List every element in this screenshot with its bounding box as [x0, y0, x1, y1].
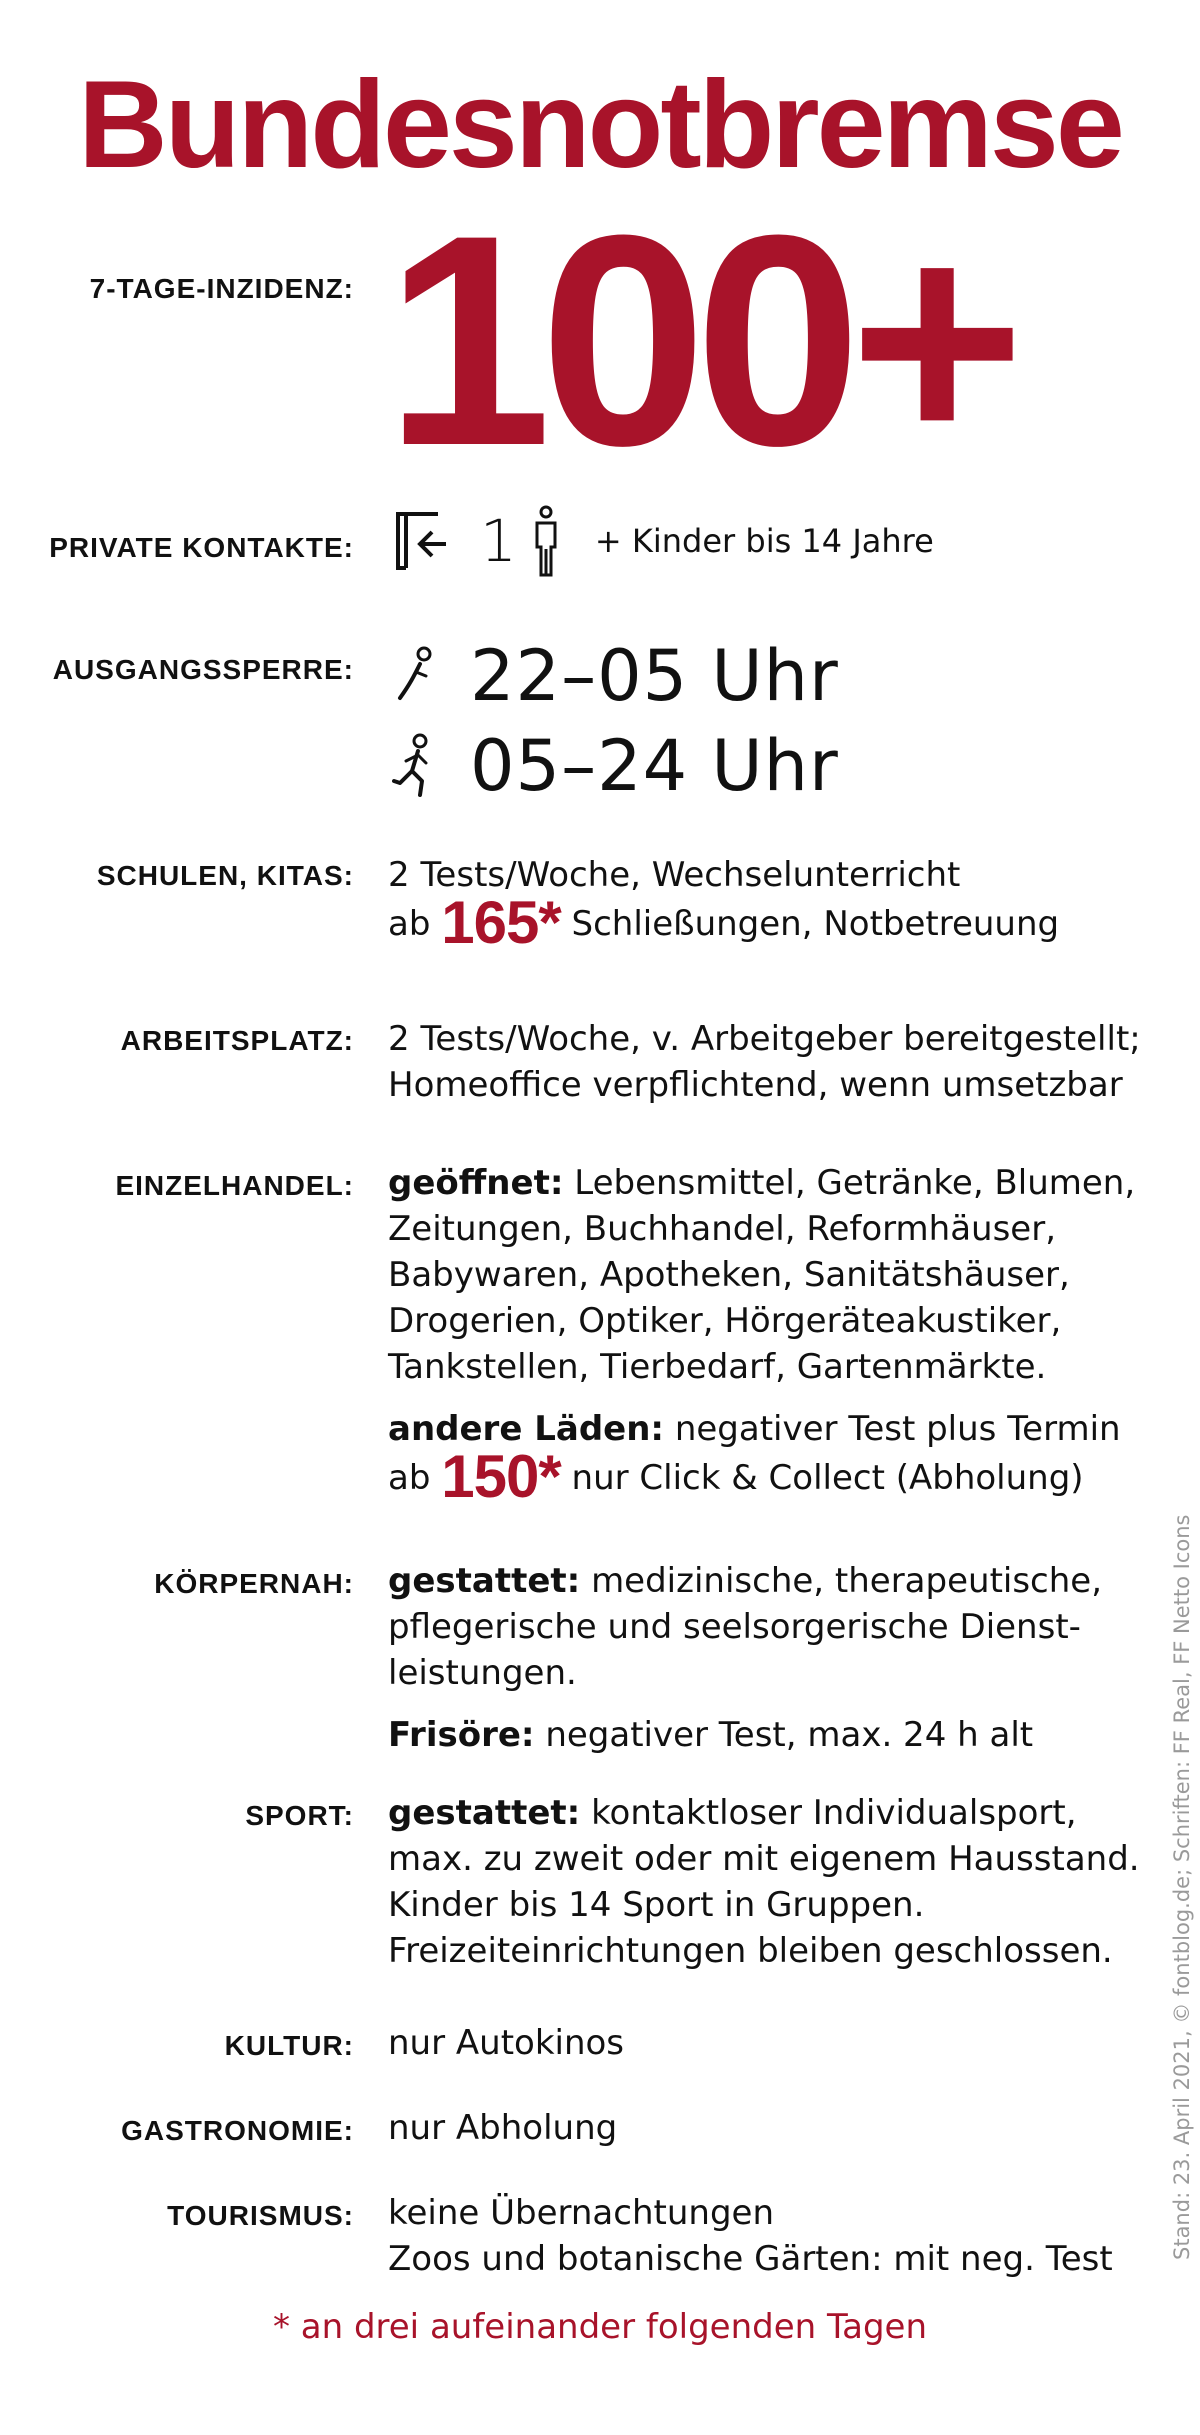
walking-person-icon [392, 646, 436, 706]
koerpernah-label: KÖRPERNAH: [154, 1568, 354, 1599]
tourismus-line-1: keine Übernachtungen [388, 2193, 774, 2233]
koerpernah-friseur-text: negativer Test, max. 24 h alt [545, 1715, 1034, 1755]
credit-line: Stand: 23. April 2021, © fontblog.de; Schriften: FF Real, FF Netto Icons [1170, 1514, 1194, 2260]
koerpernah-allowed-first: medizinische, therapeutische, [591, 1561, 1103, 1601]
arbeitsplatz-label: ARBEITSPLATZ: [120, 1025, 354, 1056]
arbeitsplatz-line-2: Homeoffice verpflichtend, wenn umsetzbar [388, 1065, 1123, 1105]
gastronomie-text: nur Abholung [388, 2108, 618, 2148]
schulen-line-1: 2 Tests/Woche, Wechselunterricht [388, 855, 961, 895]
einzelhandel-open-line-3: Babywaren, Apotheken, Sanitätshäuser, [388, 1255, 1070, 1295]
koerpernah-line-2: pflegerische und seelsorgerische Dienst- [388, 1607, 1081, 1647]
sport-line-2: max. zu zweit oder mit eigenem Hausstand. [388, 1839, 1140, 1879]
kultur-label: KULTUR: [224, 2030, 354, 2061]
einzelhandel-other-label: andere Läden: [388, 1409, 665, 1449]
sport-label: SPORT: [245, 1800, 354, 1831]
sport-allowed-first: kontaktloser Individualsport, [591, 1793, 1077, 1833]
kontakte-count: 1 [480, 507, 517, 575]
koerpernah-friseur-label: Frisöre: [388, 1715, 535, 1755]
curfew-row-day [392, 726, 839, 806]
gastronomie-content [388, 2105, 617, 2151]
einzelhandel-label: EINZELHANDEL: [115, 1170, 354, 1201]
kontakte-row [392, 505, 934, 577]
kontakte-label: PRIVATE KONTAKTE: [49, 532, 354, 563]
einzelhandel-threshold: 150* [441, 1443, 561, 1510]
koerpernah-allowed-label: gestattet: [388, 1561, 581, 1601]
tourismus-line-2: Zoos und botanische Gärten: mit neg. Test [388, 2239, 1113, 2279]
curfew-row-night [392, 636, 839, 716]
gastronomie-label: GASTRONOMIE: [121, 2115, 354, 2146]
running-person-icon [392, 733, 436, 799]
einzelhandel-threshold-line [388, 1443, 1135, 1510]
einzelhandel-open-line-4: Drogerien, Optiker, Hörgeräteakustiker, [388, 1301, 1062, 1341]
einzelhandel-open-line-5: Tankstellen, Tierbedarf, Gartenmärkte. [388, 1347, 1047, 1387]
kultur-text: nur Autokinos [388, 2023, 625, 2063]
footnote: * an drei aufeinander folgenden Tagen [272, 2307, 928, 2347]
schulen-threshold: 165* [441, 889, 561, 956]
inzidenz-label: 7-TAGE-INZIDENZ: [89, 273, 354, 304]
tourismus-label: TOURISMUS: [167, 2200, 354, 2231]
einzelhandel-prefix: ab [388, 1458, 431, 1498]
schulen-line-2 [388, 889, 1060, 956]
household-icon [392, 506, 448, 576]
schulen-content [388, 852, 1060, 956]
kultur-content [388, 2020, 624, 2066]
sport-line-4: Freizeiteinrichtungen bleiben geschlossen. [388, 1931, 1113, 1971]
koerpernah-friseur-line [388, 1712, 1102, 1758]
einzelhandel-open-line-1 [388, 1160, 1135, 1206]
ausgangssperre-label: AUSGANGSSPERRE: [52, 654, 354, 685]
einzelhandel-content [388, 1160, 1136, 1510]
sport-line-3: Kinder bis 14 Sport in Gruppen. [388, 1885, 925, 1925]
inzidenz-value: 100+ [385, 172, 1013, 508]
curfew-time-day: 05–24 Uhr [470, 725, 839, 807]
person-icon [531, 505, 561, 577]
sport-line-1 [388, 1790, 1140, 1836]
schulen-prefix: ab [388, 904, 431, 944]
schulen-label: SCHULEN, KITAS: [96, 860, 354, 891]
tourismus-content [388, 2190, 1113, 2282]
koerpernah-line-1 [388, 1558, 1102, 1604]
kontakte-note: + Kinder bis 14 Jahre [594, 522, 934, 560]
koerpernah-line-3: leistungen. [388, 1653, 577, 1693]
koerpernah-content [388, 1558, 1102, 1758]
einzelhandel-other-text: negativer Test plus Termin [674, 1409, 1121, 1449]
sport-content [388, 1790, 1140, 1974]
einzelhandel-rest: nur Click & Collect (Abholung) [571, 1458, 1084, 1498]
page-title: Bundesnotbremse [78, 56, 1122, 194]
arbeitsplatz-content [388, 1016, 1141, 1108]
einzelhandel-open-line-2: Zeitungen, Buchhandel, Reformhäuser, [388, 1209, 1056, 1249]
einzelhandel-open-first: Lebensmittel, Getränke, Blumen, [574, 1163, 1136, 1203]
schulen-rest: Schließungen, Notbetreuung [571, 904, 1060, 944]
einzelhandel-open-label: geöffnet: [388, 1163, 564, 1203]
curfew-time-night: 22–05 Uhr [470, 635, 839, 717]
sport-allowed-label: gestattet: [388, 1793, 581, 1833]
arbeitsplatz-line-1: 2 Tests/Woche, v. Arbeitgeber bereitgestellt; [388, 1019, 1141, 1059]
